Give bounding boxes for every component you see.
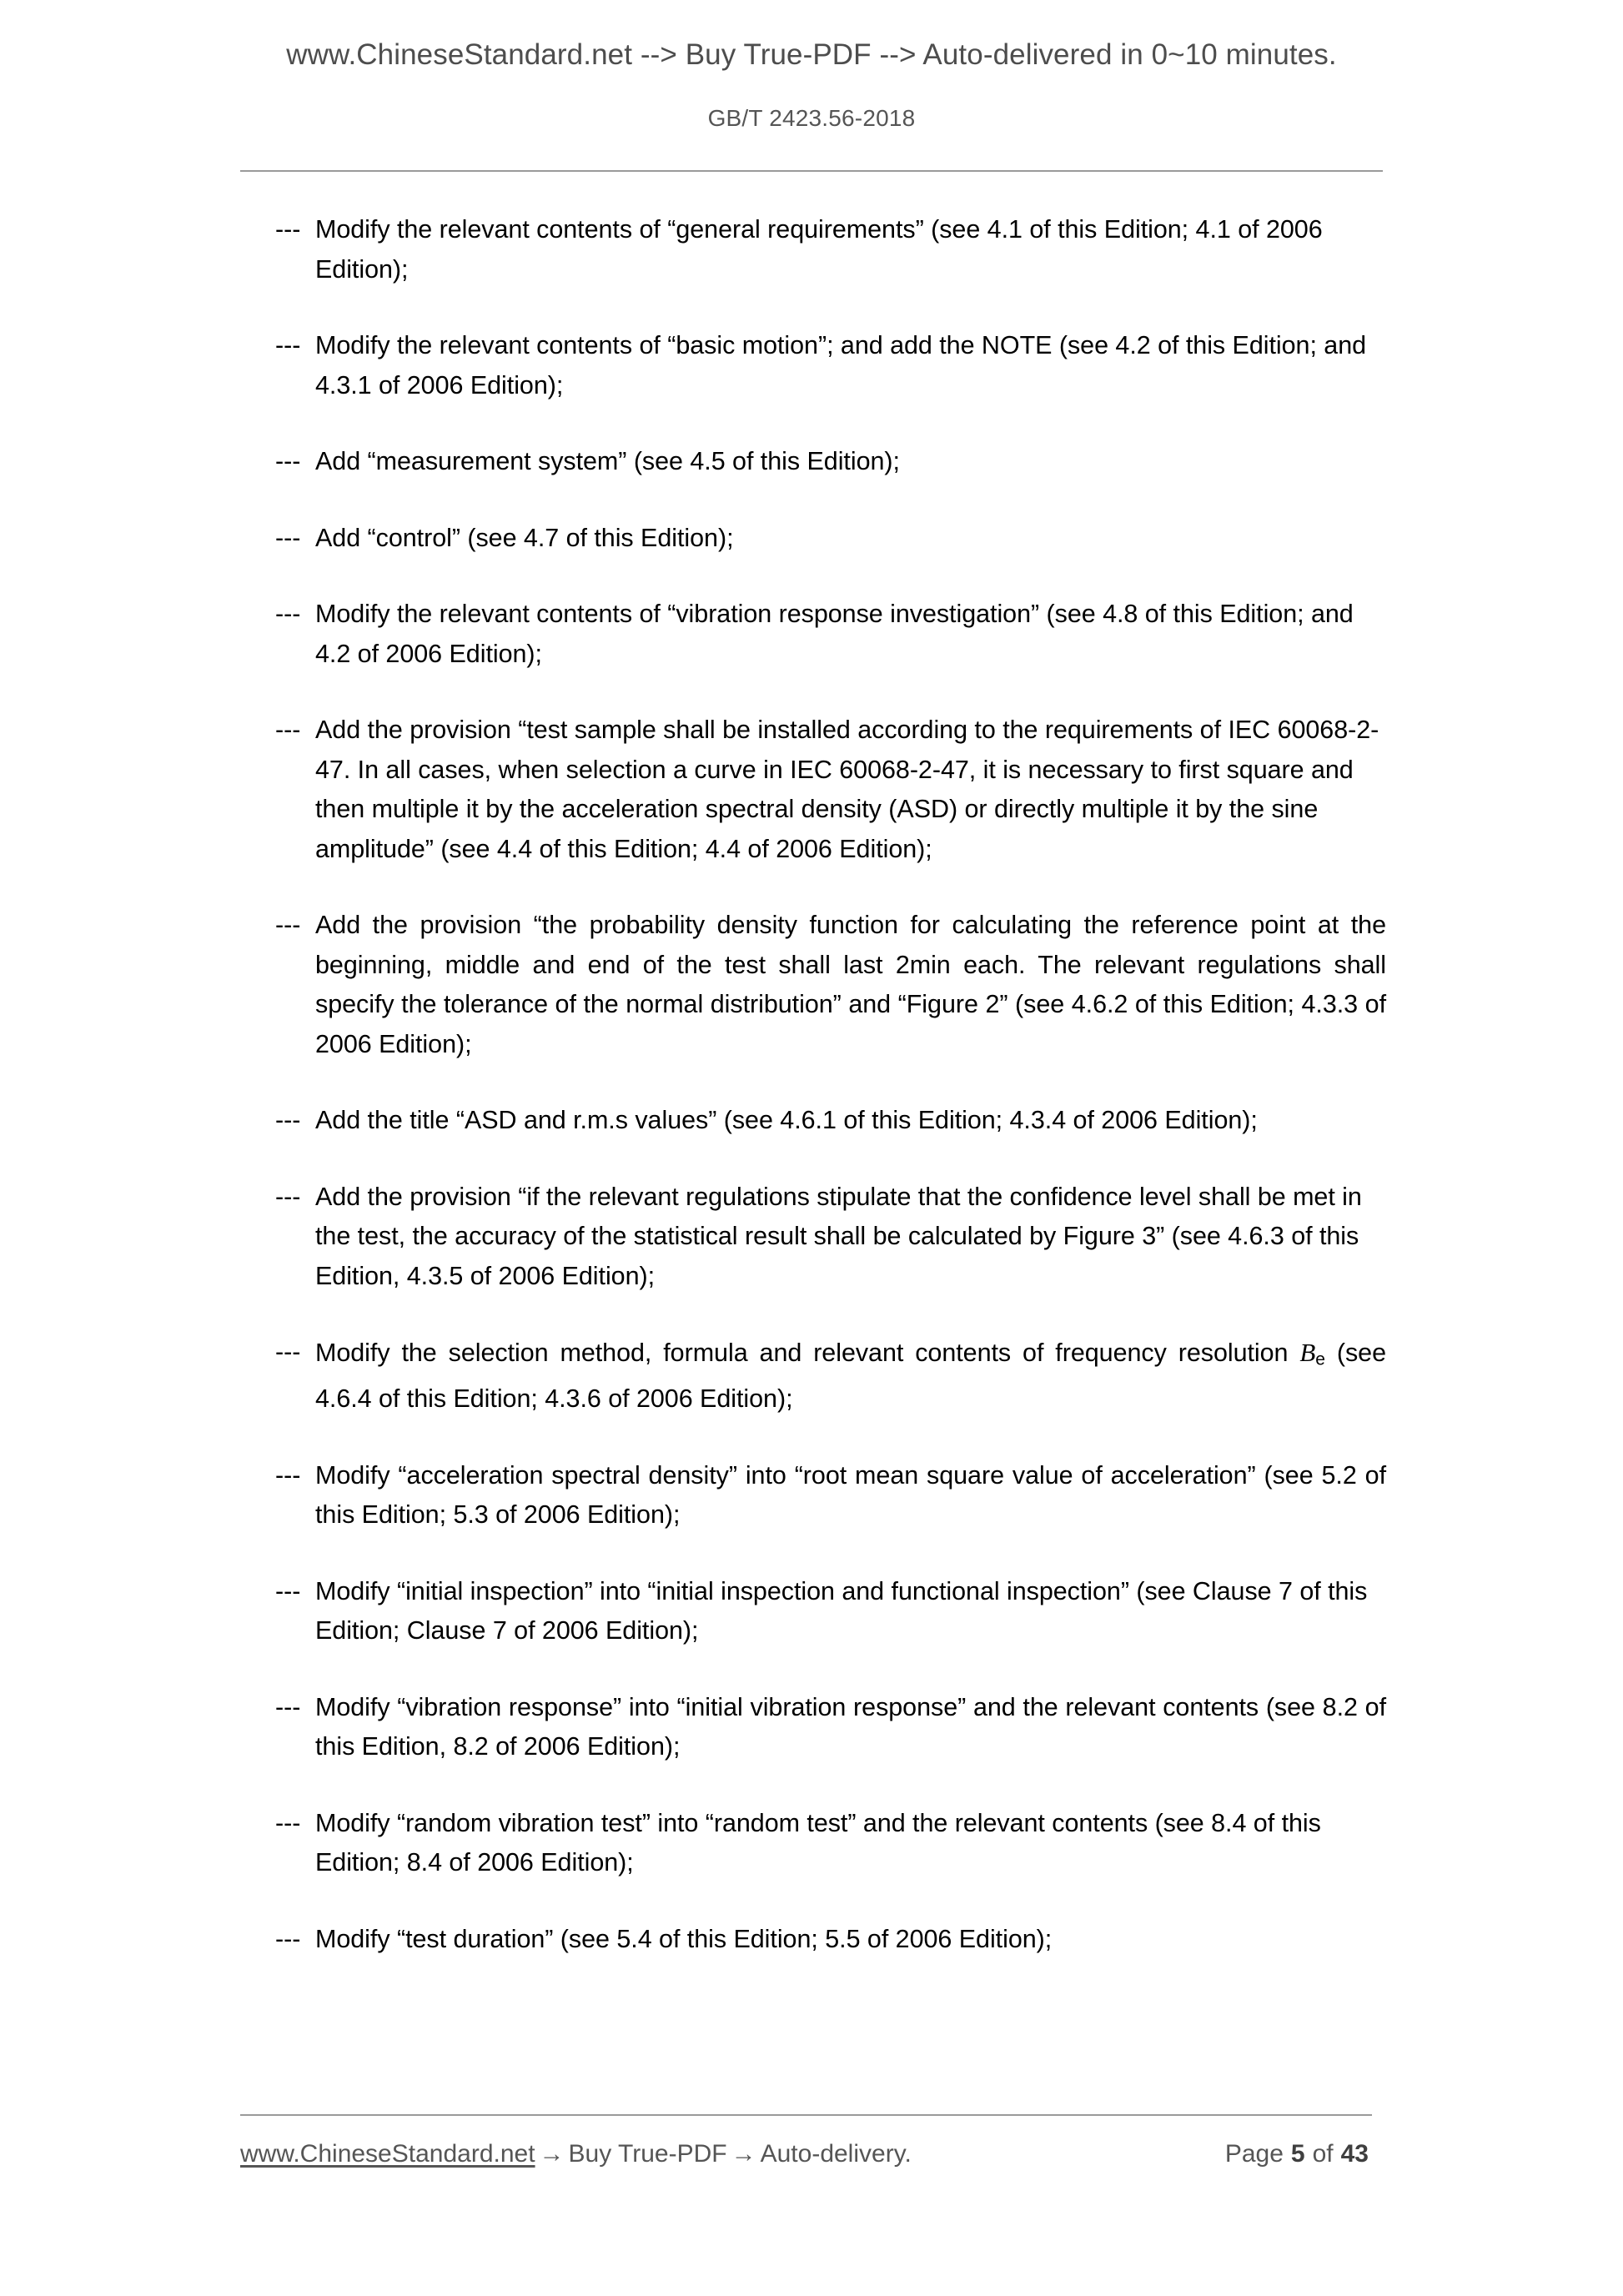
clause-item-asd-rms-values — [275, 1101, 1386, 1141]
clause-dash-marker: --- — [275, 911, 301, 939]
clause-dash-marker: --- — [275, 1924, 301, 1953]
clause-item-measurement-system — [275, 442, 1386, 482]
clause-dash-marker: --- — [275, 1338, 301, 1366]
clause-item-test-sample-installation — [275, 711, 1386, 869]
clause-text: Add the provision “test sample shall be installed according to the requirements of IEC 60068-2-47. In all cases, when selection a curve in IEC 60068-2-47, it is necessary to first square and then multiple it by the acceleration spectral density (ASD) or directly multiple it by the sine amplitude” (see 4.4 of this Edition; 4.4 of 2006 Edition); — [315, 716, 1379, 863]
symbol-be: $B_e$ — [1299, 1338, 1325, 1369]
clause-item-acceleration-spectral-density — [275, 1456, 1386, 1535]
clause-dash-marker: --- — [275, 1106, 301, 1134]
of-label: of — [1312, 2140, 1334, 2168]
clause-text: Add “control” (see 4.7 of this Edition); — [315, 523, 734, 552]
promo-banner: www.ChineseStandard.net --> Buy True-PDF --> Auto-delivered in 0~10 minutes. — [286, 38, 1337, 71]
footer-url[interactable]: www.ChineseStandard.net — [240, 2140, 535, 2168]
clause-item-confidence-level — [275, 1178, 1386, 1297]
clause-text: Modify “vibration response” into “initial vibration response” and the relevant contents (see 8.2 of this Edition, 8.2 of 2006 Edition); — [315, 1692, 1386, 1761]
clause-text: Add the provision “the probability density function for calculating the reference point at the beginning, middle and end of the test shall last 2min each. The relevant regulations shall specify the tolerance of the normal distribution” and “Figure 2” (see 4.6.2 of this Edition; 4.3.3 of 2006 Edition); — [315, 911, 1386, 1058]
page-label: Page — [1224, 2140, 1284, 2168]
arrow-icon-1: → — [539, 2140, 565, 2168]
clause-list — [275, 210, 1386, 1959]
clause-text: Modify “random vibration test” into “random test” and the relevant contents (see 8.4 of this Edition; 8.4 of 2006 Edition); — [315, 1808, 1321, 1877]
clause-dash-marker: --- — [275, 1576, 301, 1605]
clause-text: Modify “acceleration spectral density” into “root mean square value of acceleration” (see 5.2 of this Edition; 5.3 of 2006 Edition); — [315, 1460, 1386, 1530]
clause-item-general-requirements — [275, 210, 1386, 289]
clause-item-frequency-resolution — [275, 1333, 1386, 1419]
footer-divider — [240, 2114, 1372, 2116]
clause-dash-marker: --- — [275, 447, 301, 475]
page-number: 5 — [1290, 2140, 1305, 2168]
clause-text: Add the provision “if the relevant regulations stipulate that the confidence level shall be met in the test, the accuracy of the statistical result shall be calculated by Figure 3” (see 4.6.3 of this Edition, 4.3.5 of 2006 Edition); — [315, 1182, 1362, 1290]
clause-item-control — [275, 519, 1386, 559]
clause-item-vibration-response-investigation — [275, 595, 1386, 674]
clause-text: Modify “test duration” (see 5.4 of this Edition; 5.5 of 2006 Edition); — [315, 1924, 1053, 1953]
clause-text: Add “measurement system” (see 4.5 of this Edition); — [315, 447, 900, 475]
clause-text: Modify the relevant contents of “vibration response investigation” (see 4.8 of this Edition; and 4.2 of 2006 Edition); — [315, 600, 1354, 668]
total-pages: 43 — [1340, 2140, 1369, 2168]
clause-dash-marker: --- — [275, 600, 301, 628]
clause-dash-marker: --- — [275, 716, 301, 744]
clause-text: Add the title “ASD and r.m.s values” (see 4.6.1 of this Edition; 4.3.4 of 2006 Edition); — [315, 1106, 1258, 1134]
arrow-icon-2: → — [731, 2140, 756, 2168]
clause-dash-marker: --- — [275, 1182, 301, 1211]
clause-dash-marker: --- — [275, 1808, 301, 1837]
clause-item-probability-density-function — [275, 906, 1386, 1064]
clause-item-random-vibration-test — [275, 1804, 1386, 1883]
clause-dash-marker: --- — [275, 215, 301, 244]
clause-dash-marker: --- — [275, 331, 301, 359]
footer-delivery-label: Auto-delivery. — [760, 2140, 912, 2168]
page-footer — [240, 2140, 1372, 2185]
symbol-subscript: e — [1315, 1349, 1325, 1369]
footer-promo — [240, 2140, 912, 2168]
standard-number: GB/T 2423.56-2018 — [707, 105, 916, 131]
clause-dash-marker: --- — [275, 523, 301, 552]
clause-item-test-duration — [275, 1920, 1386, 1960]
clause-item-vibration-response — [275, 1688, 1386, 1767]
page-indicator — [1225, 2140, 1369, 2168]
clause-text: Modify the relevant contents of “general requirements” (see 4.1 of this Edition; 4.1 of 2006 Edition); — [315, 215, 1323, 284]
clause-dash-marker: --- — [275, 1692, 301, 1721]
clause-text: Modify “initial inspection” into “initial inspection and functional inspection” (see Clause 7 of this Edition; Clause 7 of 2006 Edition); — [315, 1576, 1368, 1645]
clause-dash-marker: --- — [275, 1460, 301, 1490]
clause-item-basic-motion — [275, 326, 1386, 405]
clause-item-initial-inspection — [275, 1572, 1386, 1651]
clause-text: Modify the relevant contents of “basic motion”; and add the NOTE (see 4.2 of this Edition; and 4.3.1 of 2006 Edition); — [315, 331, 1367, 399]
header-divider — [240, 170, 1383, 172]
clause-text: Modify the selection method, formula and relevant contents of frequency resolution $B_e$ (see 4.6.4 of this Edition; 4.3.6 of 2006 Edition); — [315, 1338, 1386, 1414]
footer-buy-label: Buy True-PDF — [568, 2140, 727, 2168]
